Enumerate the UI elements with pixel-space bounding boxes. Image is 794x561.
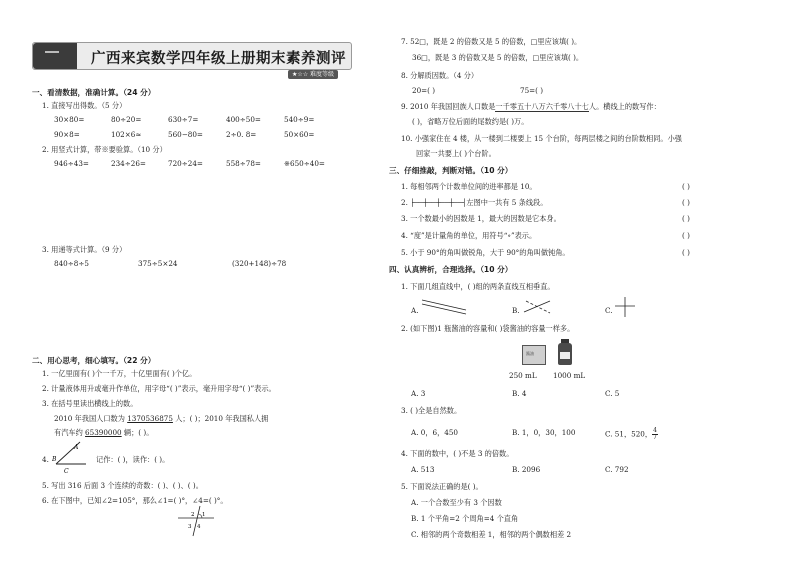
angle-figure xyxy=(176,504,216,538)
bottle-capacity: 1000 mL xyxy=(553,371,586,380)
fill-6: 6. 在下图中，已知∠2=105°，那么∠1=( )°，∠4=( )°。 xyxy=(42,496,228,505)
choice-4-option-a[interactable]: A. 513 xyxy=(411,465,435,474)
section-1-heading: 一、看清数据，准确计算。（24 分） xyxy=(32,88,156,97)
title-decoration xyxy=(33,43,77,69)
section-3-heading: 三、仔细推敲，判断对错。（10 分） xyxy=(389,166,513,175)
fill-5: 5. 写出 316 后面 3 个连续的奇数：( )、( )、( )。 xyxy=(42,481,203,490)
choice-1-option-a[interactable]: A. xyxy=(411,306,419,315)
problem: 630÷7= xyxy=(168,115,199,124)
choice-4-option-b[interactable]: B. 2096 xyxy=(512,465,541,474)
angle-2: 2 xyxy=(191,512,195,518)
option-a-lines xyxy=(420,298,468,316)
option-b-lines xyxy=(522,298,552,316)
choice-4-option-c[interactable]: C. 792 xyxy=(605,465,629,474)
choice-1-option-b[interactable]: B. xyxy=(512,306,520,315)
fill-9-line-2: ( )，省略万位后面的尾数约是( )万。 xyxy=(412,117,529,126)
page-title: 广西来宾数学四年级上册期末素养测评 xyxy=(91,50,346,67)
problem: 720÷24= xyxy=(168,159,203,168)
text: 有汽车约 xyxy=(54,428,86,437)
choice-1-option-c[interactable]: C. xyxy=(605,306,613,315)
judge-3-answer[interactable]: ( ) xyxy=(682,214,690,223)
problem: 375÷5×24 xyxy=(138,259,178,268)
fraction xyxy=(652,428,658,441)
problem: 400÷50= xyxy=(226,115,261,124)
fill-2: 2. 计量液体用升或毫升作单位，用字母“( )”表示，毫升用字母“( )”表示。 xyxy=(42,384,276,393)
title-banner xyxy=(32,42,352,80)
fill-4: 记作：( )，读作：( )。 xyxy=(96,455,170,464)
problem: 50×60= xyxy=(284,130,315,139)
fill-8-eq-1: 20=( ) xyxy=(412,86,436,95)
choice-4: 4. 下面的数中，( )不是 3 的倍数。 xyxy=(401,449,514,458)
underlined-number: 一千零五十八万六千零八十七 xyxy=(495,102,589,111)
problem: 840÷8÷5 xyxy=(54,259,89,268)
problem: 946÷43= xyxy=(54,159,89,168)
problem: 558÷78= xyxy=(226,159,261,168)
judge-4: 4. “度”是计量角的单位，用符号“∘”表示。 xyxy=(401,231,537,240)
underlined-number: 65390000 xyxy=(85,428,122,437)
text: 人；( )；2010 年我国私人拥 xyxy=(172,414,269,423)
fill-9-line-1 xyxy=(401,102,661,111)
bottle-label xyxy=(560,352,570,359)
choice-3-option-c[interactable] xyxy=(605,428,658,441)
choice-2-option-c[interactable]: C. 5 xyxy=(605,389,620,398)
judge-1-answer[interactable]: ( ) xyxy=(682,182,690,191)
judge-2: 2. ├──┼──┼──┼──┤左图中一共有 5 条线段。 xyxy=(401,198,548,207)
bag-label: 酱油 xyxy=(526,351,534,356)
problem: 80÷20= xyxy=(111,115,142,124)
text: 9. 2010 年我国回族人口数是 xyxy=(401,102,496,111)
problem: 560−80= xyxy=(168,130,203,139)
choice-3: 3. ( )全是自然数。 xyxy=(401,406,462,415)
angle-1: 1 xyxy=(202,512,206,518)
choice-3-option-b[interactable]: B. 1，0，30，100 xyxy=(512,428,576,437)
text: 2010 年我国人口数为 xyxy=(54,414,128,423)
fill-3-line-2 xyxy=(54,428,153,437)
angle-3: 3 xyxy=(188,524,192,530)
fill-4-number: 4. xyxy=(42,455,49,464)
problem: 30×80= xyxy=(54,115,85,124)
judge-5-answer[interactable]: ( ) xyxy=(682,248,690,257)
fill-10-line-1: 10. 小强家住在 4 楼，从一楼到二楼要上 15 个台阶，每两层楼之间的台阶数相同。小强 xyxy=(401,134,682,143)
q1-title: 1. 直接写出得数。（5 分） xyxy=(42,101,127,110)
choice-5-option-c[interactable]: C. 相邻的两个奇数相差 1，相邻的两个偶数相差 2 xyxy=(411,530,572,539)
label-c: C xyxy=(64,468,69,474)
problem: 90×8= xyxy=(54,130,80,139)
option-text: C. 51，520， xyxy=(605,429,653,439)
angle-4: 4 xyxy=(197,524,201,530)
problem: ※650÷40= xyxy=(284,159,325,168)
judge-2-answer[interactable]: ( ) xyxy=(682,198,690,207)
choice-2-option-a[interactable]: A. 3 xyxy=(411,389,426,398)
denominator: 7 xyxy=(653,434,657,441)
bag-capacity: 250 mL xyxy=(509,371,537,380)
judge-1: 1. 每相邻两个计数单位间的进率都是 10。 xyxy=(401,182,537,191)
ray-figure xyxy=(52,440,88,474)
text: 人。横线上的数写作： xyxy=(588,102,661,111)
difficulty-badge: ★☆☆ 难度等级 xyxy=(288,70,338,79)
option-c-lines xyxy=(614,296,636,318)
problem: 102×6≈ xyxy=(111,130,142,139)
label-b: B xyxy=(52,456,57,463)
problem: 234÷26= xyxy=(111,159,146,168)
q3-title: 3. 用递等式计算。（9 分） xyxy=(42,245,127,254)
fill-3-line-1 xyxy=(54,414,268,423)
choice-5-option-b[interactable]: B. 1 个平角=2 个周角=4 个直角 xyxy=(411,514,519,523)
title-box xyxy=(32,42,352,70)
underlined-number: 1370536875 xyxy=(127,414,173,423)
judge-4-answer[interactable]: ( ) xyxy=(682,231,690,240)
choice-1: 1. 下面几组直线中，( )组的两条直线互相垂直。 xyxy=(401,282,555,291)
section-2-heading: 二、用心思考，细心填写。（22 分） xyxy=(32,356,156,365)
section-4-heading: 四、认真辨析，合理选择。（10 分） xyxy=(389,265,513,274)
choice-5: 5. 下面说法正确的是( )。 xyxy=(401,482,483,491)
fill-3: 3. 在括号里读出横线上的数。 xyxy=(42,399,138,408)
fill-7b: 36□，既是 3 的倍数又是 5 的倍数，□里应该填( )。 xyxy=(412,53,584,62)
judge-3: 3. 一个数最小的因数是 1，最大的因数是它本身。 xyxy=(401,214,561,223)
fill-8-eq-2: 75=( ) xyxy=(520,86,544,95)
soy-sauce-bag-icon xyxy=(522,345,546,365)
label-a: A xyxy=(74,444,79,451)
soy-sauce-figure xyxy=(514,343,576,367)
problem: 540÷9= xyxy=(284,115,315,124)
q2-title: 2. 用竖式计算，带※要验算。（10 分） xyxy=(42,145,167,154)
fill-10-line-2: 回家一共要上( )个台阶。 xyxy=(416,149,496,158)
numerator: 4 xyxy=(653,427,657,434)
judge-5: 5. 小于 90°的角叫做锐角，大于 90°的角叫做钝角。 xyxy=(401,248,570,257)
choice-2: 2. (如下图)1 瓶酱油的容量和( )袋酱油的容量一样多。 xyxy=(401,324,575,333)
choice-2-option-b[interactable]: B. 4 xyxy=(512,389,527,398)
choice-3-option-a[interactable]: A. 0，6，450 xyxy=(411,428,458,437)
problem: (320+148)÷78 xyxy=(232,259,287,268)
choice-5-option-a[interactable]: A. 一个合数至少有 3 个因数 xyxy=(411,498,502,507)
fill-7a: 7. 52□，既是 2 的倍数又是 5 的倍数，□里应该填( )。 xyxy=(401,37,582,46)
fill-8: 8. 分解质因数。（4 分） xyxy=(401,71,479,80)
problem: 2÷0. 8= xyxy=(226,130,257,139)
text: 辆；( )。 xyxy=(121,428,154,437)
fill-1: 1. 一亿里面有( )个一千万，十亿里面有( )个亿。 xyxy=(42,369,197,378)
